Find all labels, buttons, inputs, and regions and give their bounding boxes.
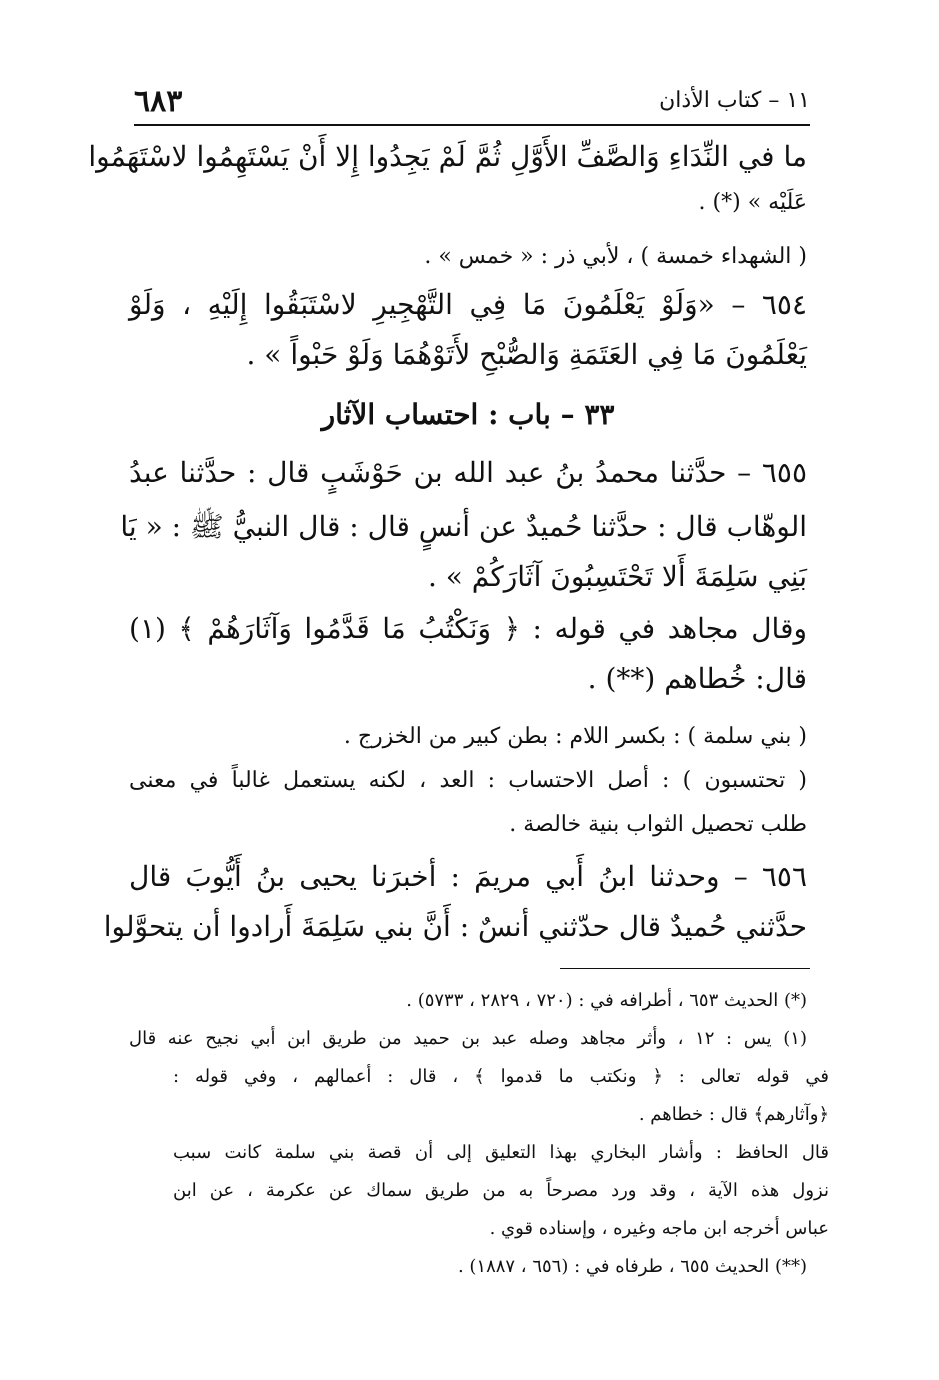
commentary-line: ( الشهداء خمسة ) ، لأبي ذر : « خمس » . [424,244,807,269]
footnote-2-line-2: في قوله تعالى : ﴿ ونكتب ما قدموا ﴾ ، قال : أعمالهم ، وفي قوله : [173,1066,829,1087]
mujahid-quote-end: قال: خُطاهم (**) . [587,662,807,695]
footnote-2-line-6: عباس أخرجه ابن ماجه وغيره ، وإسناده قوي . [489,1218,829,1239]
note-bani-salima: ( بني سلمة ) : بكسر اللام : بطن كبير من الخزرج . [343,724,807,749]
hadith-655-line-1: ٦٥٥ – حدَّثنا محمدُ بنُ عبد الله بن حَوْشَبٍ قال : حدَّثنا عبدُ [129,456,807,489]
text-line-1: ما في النِّدَاءِ وَالصَّفِّ الأَوَّلِ ثُمَّ لَمْ يَجِدُوا إِلا أَنْ يَسْتَهِمُوا لاسْتَهَمُوا [88,140,807,173]
footnote-3: (**) الحديث ٦٥٥ ، طرفاه في : (٦٥٦ ، ١٨٨٧) . [457,1256,807,1277]
hadith-655-line-3: بَنِي سَلِمَةَ أَلا تَحْتَسِبُونَ آثَارَكُمْ » . [427,560,807,593]
footnote-2-line-5: نزول هذه الآية ، وقد ورد مصرحاً به من طريق سماك عن عكرمة ، عن ابن [173,1180,829,1201]
note-tahtasibun-line-1: ( تحتسبون ) : أصل الاحتساب : العد ، لكنه يستعمل غالباً في معنى [129,768,807,793]
hadith-654-line-2: يَعْلَمُونَ مَا فِي العَتَمَةِ وَالصُّبْحِ لأَتَوْهُمَا وَلَوْ حَبْواً » . [246,338,807,371]
footnote-2-line-4: قال الحافظ : وأشار البخاري بهذا التعليق إلى أن قصة بني سلمة كانت سبب [173,1142,829,1163]
running-header [134,84,810,124]
chapter-title: ١١ – كتاب الأذان [659,88,810,113]
hadith-656-line-2: حدَّثني حُميدٌ قال حدّثني أنسٌ : أَنَّ بني سَلِمَةَ أَرادوا أن يتحوَّلوا [103,910,807,943]
page-number: ٦٨٣ [134,84,183,119]
note-tahtasibun-line-2: طلب تحصيل الثواب بنية خالصة . [509,812,807,837]
footnote-2-line-3: ﴿وآثارهم﴾ قال : خطاهم . [638,1104,829,1125]
hadith-654-line-1: ٦٥٤ – «وَلَوْ يَعْلَمُونَ مَا فِي التَّهْجِيرِ لاسْتَبَقُوا إِلَيْهِ ، وَلَوْ [129,288,807,321]
header-rule [134,124,810,126]
hadith-655-line-2: الوهّاب قال : حدَّثنا حُميدٌ عن أنسٍ قال : قال النبيُّ ﷺ : « يَا [120,510,807,543]
footnote-1: (*) الحديث ٦٥٣ ، أطرافه في : (٧٢٠ ، ٢٨٢٩ ، ٥٧٣٣) . [406,990,807,1011]
text-line-2: عَلَيْه » (*) . [698,190,807,215]
footnote-rule [560,968,810,969]
section-title: ٣٣ – باب : احتساب الآثار [321,398,615,431]
hadith-656-line-1: ٦٥٦ – وحدثنا ابنُ أَبي مريمَ : أخبرَنا يحيى بنُ أَيُّوبَ قال [129,860,807,893]
footnote-2-line-1: (١) يس : ١٢ ، وأثر مجاهد وصله عبد بن حميد من طريق ابن أبي نجيح عنه قال [129,1028,807,1049]
mujahid-quote-line: وقال مجاهد في قوله : ﴿ وَنَكْتُبُ مَا قَدَّمُوا وَآثَارَهُمْ ﴾ (١) [129,612,807,645]
